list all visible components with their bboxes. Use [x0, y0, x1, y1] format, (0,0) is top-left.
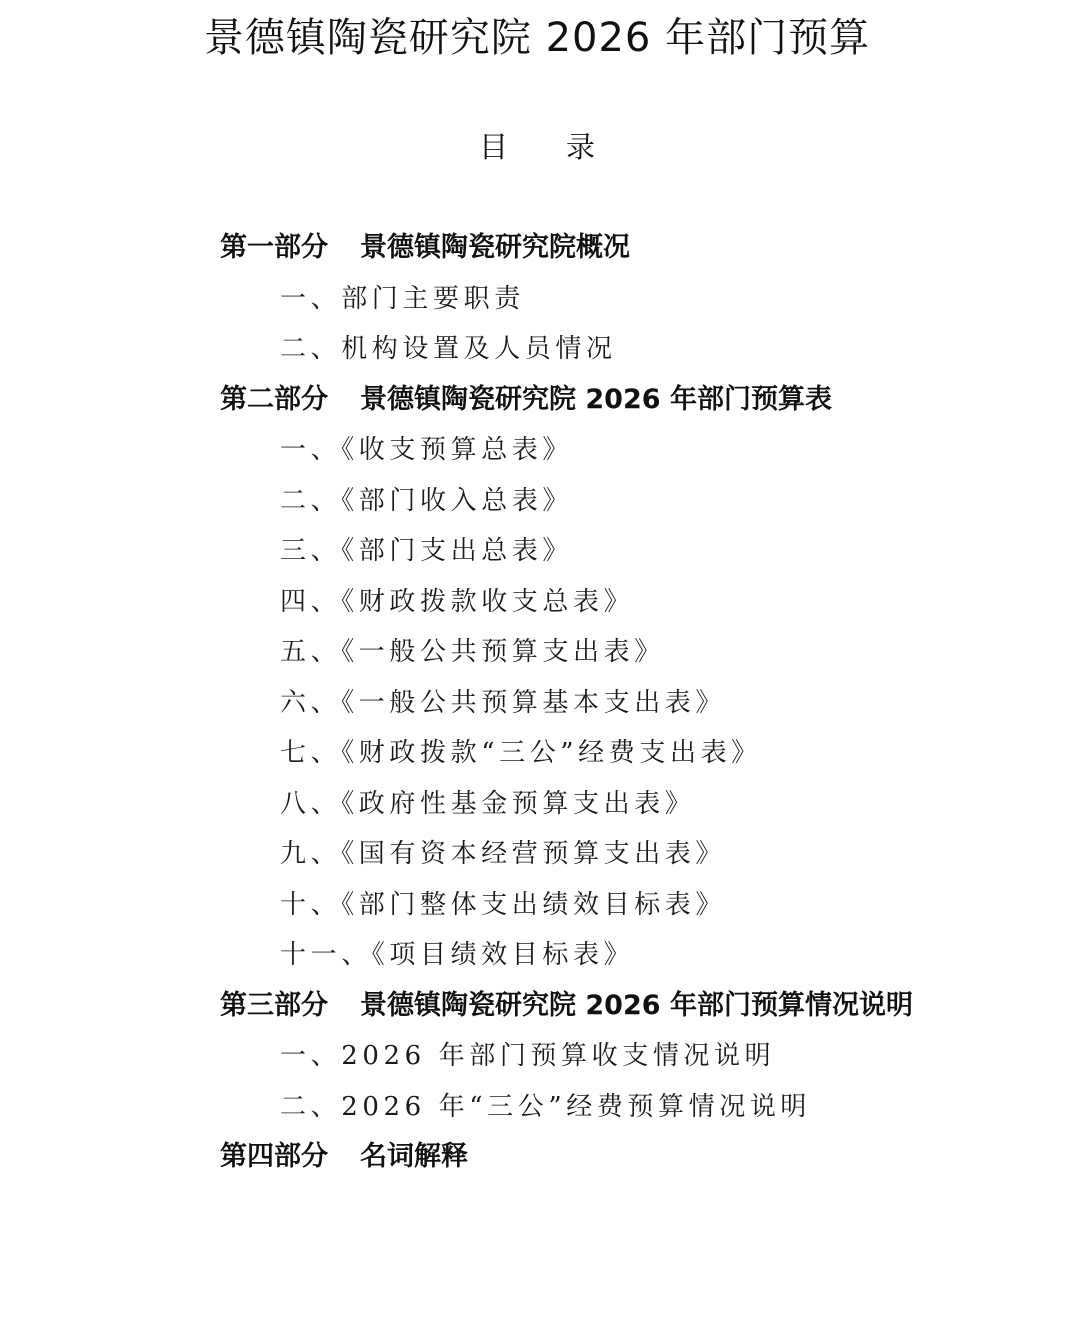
toc-entry[interactable]: 一、部门主要职责 [280, 283, 525, 314]
part-number: 第二部分 [220, 383, 328, 415]
toc-entry[interactable]: 九、《国有资本经营预算支出表》 [280, 839, 727, 869]
part-name: 景德镇陶瓷研究院 2026 年部门预算表 [360, 383, 832, 415]
part-number: 第三部分 [220, 989, 328, 1021]
part-number: 第一部分 [220, 232, 328, 263]
toc-entry[interactable]: 五、《一般公共预算支出表》 [280, 637, 665, 667]
toc-part-2-title[interactable] [0, 375, 1074, 426]
toc-entry[interactable]: 三、《部门支出总表》 [280, 536, 574, 566]
toc-part-2 [0, 375, 1074, 981]
part-name: 景德镇陶瓷研究院 2026 年部门预算情况说明 [360, 989, 913, 1021]
toc-part-1-title[interactable] [0, 223, 1074, 274]
part-name: 景德镇陶瓷研究院概况 [360, 232, 630, 263]
toc-entry[interactable]: 四、《财政拨款收支总表》 [280, 586, 635, 617]
toc-heading: 目录 [478, 130, 653, 164]
part-name: 名词解释 [360, 1141, 468, 1172]
toc-entry[interactable]: 二、2026 年“三公”经费预算情况说明 [280, 1091, 812, 1122]
toc-entry[interactable]: 二、机构设置及人员情况 [280, 334, 617, 364]
toc-part-3 [0, 981, 1074, 1133]
toc-entry[interactable]: 十、《部门整体支出绩效目标表》 [280, 889, 727, 920]
toc-part-4-title[interactable] [0, 1132, 1074, 1183]
toc-part-1 [0, 223, 1074, 375]
toc-entry[interactable]: 一、《收支预算总表》 [280, 435, 574, 465]
toc-entry[interactable]: 一、2026 年部门预算收支情况说明 [280, 1041, 776, 1071]
toc-part-3-title[interactable] [0, 981, 1074, 1032]
toc-entry[interactable]: 六、《一般公共预算基本支出表》 [280, 687, 727, 718]
part-number: 第四部分 [220, 1141, 328, 1172]
page-title: 景德镇陶瓷研究院 2026 年部门预算 [203, 15, 871, 61]
toc-entry[interactable]: 十一、《项目绩效目标表》 [280, 940, 635, 970]
toc-entry[interactable]: 八、《政府性基金预算支出表》 [280, 788, 696, 819]
table-of-contents [0, 223, 1074, 1183]
toc-entry[interactable]: 七、《财政拨款“三公”经费支出表》 [280, 738, 762, 768]
toc-entry[interactable]: 二、《部门收入总表》 [280, 485, 574, 516]
toc-part-4 [0, 1132, 1074, 1183]
